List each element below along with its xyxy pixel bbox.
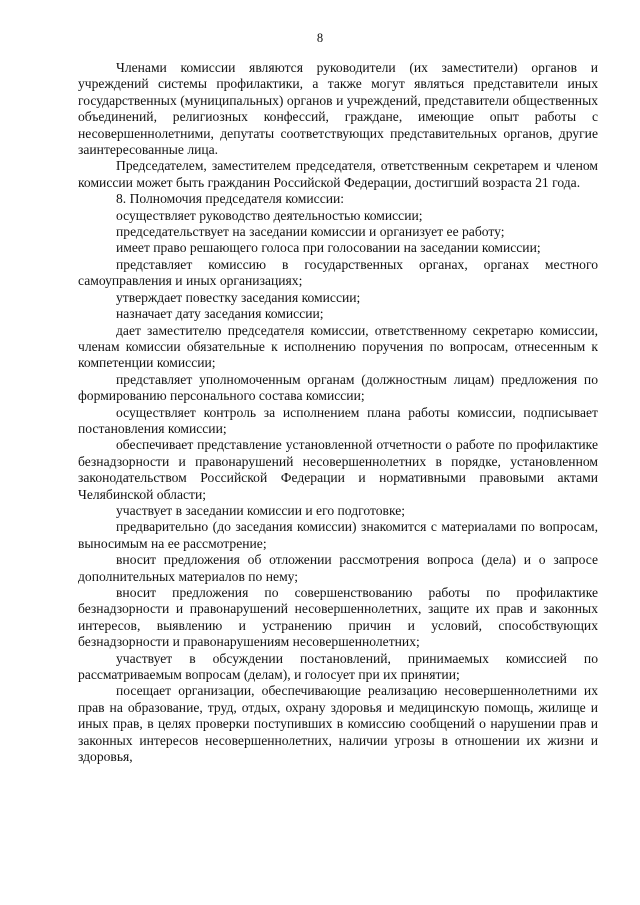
list-item: представляет комиссию в государственных органах, органах местного самоуправления и иных организациях;: [78, 256, 598, 289]
list-item: дает заместителю председателя комиссии, ответственному секретарю комиссии, членам комиссии обязательные к исполнению поручения по вопросам, отнесенным к компетенции комиссии;: [78, 322, 598, 371]
list-item: участвует в обсуждении постановлений, принимаемых комиссией по рассматриваемым вопросам (делам), и голосует при их принятии;: [78, 650, 598, 683]
list-item: вносит предложения по совершенствованию работы по профилактике безнадзорности и правонарушений несовершеннолетних, защите их прав и законных интересов, выявлению и устранению причин и условий, способствующих безнадзорности и правонарушениям несовершеннолетних;: [78, 585, 598, 650]
list-item: утверждает повестку заседания комиссии;: [116, 289, 361, 305]
list-item: осуществляет контроль за исполнением плана работы комиссии, подписывает постановления комиссии;: [78, 404, 598, 436]
paragraph-eligibility: Председателем, заместителем председателя, ответственным секретарем и членом комиссии может быть гражданин Российской Федерации, достигший возраста 21 года.: [78, 158, 598, 190]
page-number: 8: [316, 31, 324, 45]
list-item: представляет уполномоченным органам (должностным лицам) предложения по формированию персонального состава комиссии;: [78, 371, 598, 404]
list-item: председательствует на заседании комиссии и организует ее работу;: [116, 224, 505, 240]
document-body: [78, 60, 598, 765]
section-heading-chair-powers: 8. Полномочия председателя комиссии:: [116, 191, 345, 207]
list-item: назначает дату заседания комиссии;: [116, 306, 324, 322]
list-item: предварительно (до заседания комиссии) знакомится с материалами по вопросам, выносимым на ее рассмотрение;: [78, 519, 598, 551]
list-item: участвует в заседании комиссии и его подготовке;: [116, 502, 406, 518]
list-item: имеет право решающего голоса при голосовании на заседании комиссии;: [116, 240, 541, 256]
paragraph-members: Членами комиссии являются руководители (их заместители) органов и учреждений системы профилактики, а также могут являться представители иных государственных (муниципальных) органов и учреждений, представители общественных объединений, религиозных конфессий, граждане, имеющие опыт работы с несовершеннолетними, депутаты соответствующих представительных органов, другие заинтересованные лица.: [78, 60, 598, 158]
list-item: вносит предложения об отложении рассмотрения вопроса (дела) и о запросе дополнительных материалов по нему;: [78, 552, 598, 584]
list-item: обеспечивает представление установленной отчетности о работе по профилактике безнадзорности и правонарушений несовершеннолетних в порядке, установленном законодательством Российской Федерации и нормативными правовыми актами Челябинской области;: [78, 437, 598, 502]
list-item: посещает организации, обеспечивающие реализацию несовершеннолетними их прав на образование, труд, отдых, охрану здоровья и медицинскую помощь, жилище и иных прав, в целях проверки поступивших в комиссию сообщений о нарушении прав и законных интересов несовершеннолетних, наличии угрозы в отношении их жизни и здоровья,: [78, 683, 598, 765]
list-item: осуществляет руководство деятельностью комиссии;: [116, 207, 423, 223]
